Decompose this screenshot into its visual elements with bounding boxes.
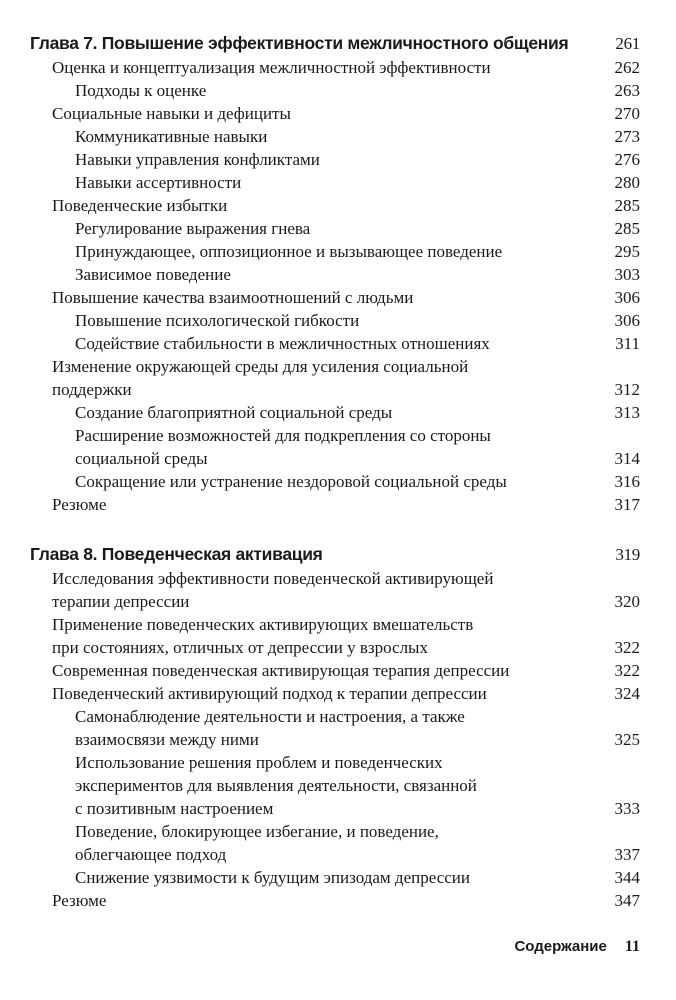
entry-title-line: Регулирование выражения гнева	[75, 219, 311, 238]
entry-title-line: терапии депрессии	[52, 592, 190, 611]
entry-title-line: Исследования эффективности поведенческой активирующей	[52, 569, 494, 588]
toc-subsection-entry[interactable]	[75, 217, 640, 240]
toc-section-entry[interactable]	[52, 889, 640, 912]
entry-title-line: Подходы к оценке	[75, 81, 207, 100]
entry-title-line: облегчающее подход	[75, 845, 227, 864]
toc-subsection-entry[interactable]	[75, 125, 640, 148]
toc-section-entry[interactable]	[52, 682, 640, 705]
entry-title-line: экспериментов для выявления деятельности, связанной	[75, 776, 477, 795]
entry-title-line: Изменение окружающей среды для усиления социальной	[52, 357, 469, 376]
entry-title-line: Повышение психологической гибкости	[75, 311, 360, 330]
entry-page-number: 333	[614, 799, 640, 818]
toc-subsection-entry[interactable]	[75, 79, 640, 102]
toc-subsection-entry[interactable]	[75, 309, 640, 332]
entry-page-number: 317	[614, 495, 640, 514]
toc-section-entry[interactable]	[52, 493, 640, 516]
entry-page-number: 262	[614, 58, 640, 77]
toc-subsection-entry[interactable]	[75, 751, 640, 820]
toc-section-entry[interactable]	[52, 355, 640, 401]
entry-title-line: Повышение качества взаимоотношений с людьми	[52, 288, 414, 307]
entry-title-line: Расширение возможностей для подкрепления со стороны	[75, 426, 491, 445]
toc-subsection-entry[interactable]	[75, 424, 640, 470]
chapter-title: Глава 7. Повышение эффективности межличностного общения	[30, 33, 569, 53]
toc-section-entry[interactable]	[52, 286, 640, 309]
entry-title-line: Современная поведенческая активирующая терапия депрессии	[52, 661, 510, 680]
toc-subsection-entry[interactable]	[75, 263, 640, 286]
entry-page-number: 311	[615, 334, 640, 353]
chapter-8-section	[30, 541, 640, 912]
entry-page-number: 312	[614, 380, 640, 399]
entry-page-number: 325	[614, 730, 640, 749]
entry-title-line: Самонаблюдение деятельности и настроения, а также	[75, 707, 465, 726]
entry-title-line: Навыки ассертивности	[75, 173, 242, 192]
toc-section-entry[interactable]	[52, 659, 640, 682]
entry-page-number: 344	[614, 868, 640, 887]
entry-page-number: 295	[614, 242, 640, 261]
chapter-7-section	[30, 30, 640, 516]
toc-subsection-entry[interactable]	[75, 401, 640, 424]
entry-title-line: Поведение, блокирующее избегание, и поведение,	[75, 822, 439, 841]
toc-subsection-entry[interactable]	[75, 470, 640, 493]
entry-title-line: Создание благоприятной социальной среды	[75, 403, 393, 422]
entry-page-number: 313	[614, 403, 640, 422]
entry-page-number: 322	[614, 638, 640, 657]
entry-page-number: 285	[614, 219, 640, 238]
entry-title-line: Социальные навыки и дефициты	[52, 104, 291, 123]
entry-title-line: Сокращение или устранение нездоровой социальной среды	[75, 472, 507, 491]
entry-page-number: 337	[614, 845, 640, 864]
entry-page-number: 314	[614, 449, 640, 468]
entry-title-line: с позитивным настроением	[75, 799, 274, 818]
entry-page-number: 263	[614, 81, 640, 100]
entry-title-line: Зависимое поведение	[75, 265, 231, 284]
entry-page-number: 316	[614, 472, 640, 491]
page-footer	[0, 938, 640, 956]
entry-page-number: 285	[614, 196, 640, 215]
entry-title-line: социальной среды	[75, 449, 208, 468]
entry-title-line: Применение поведенческих активирующих вмешательств	[52, 615, 474, 634]
entry-title-line: Принуждающее, оппозиционное и вызывающее поведение	[75, 242, 503, 261]
entry-title-line: Поведенческие избытки	[52, 196, 228, 215]
toc-subsection-entry[interactable]	[75, 332, 640, 355]
toc-section-entry[interactable]	[52, 613, 640, 659]
entry-title-line: Навыки управления конфликтами	[75, 150, 320, 169]
entry-page-number: 320	[614, 592, 640, 611]
entry-title-line: взаимосвязи между ними	[75, 730, 259, 749]
footer-section-title: Содержание	[514, 938, 607, 955]
footer-page-number: 11	[624, 938, 640, 955]
entry-page-number: 324	[614, 684, 640, 703]
toc-section-entry[interactable]	[52, 56, 640, 79]
chapter-heading[interactable]	[30, 541, 640, 567]
chapter-heading[interactable]	[30, 30, 640, 56]
toc-subsection-entry[interactable]	[75, 820, 640, 866]
entry-title-line: Использование решения проблем и поведенческих	[75, 753, 443, 772]
entry-page-number: 306	[614, 288, 640, 307]
toc-subsection-entry[interactable]	[75, 240, 640, 263]
entry-page-number: 303	[614, 265, 640, 284]
chapter-page-number: 319	[615, 545, 640, 564]
entry-page-number: 306	[614, 311, 640, 330]
chapter-page-number: 261	[615, 34, 640, 53]
toc-subsection-entry[interactable]	[75, 705, 640, 751]
entry-page-number: 276	[614, 150, 640, 169]
entry-page-number: 273	[614, 127, 640, 146]
toc-section-entry[interactable]	[52, 102, 640, 125]
toc-subsection-entry[interactable]	[75, 148, 640, 171]
entry-title-line: Содействие стабильности в межличностных отношениях	[75, 334, 490, 353]
toc-subsection-entry[interactable]	[75, 171, 640, 194]
entry-title-line: Снижение уязвимости к будущим эпизодам депрессии	[75, 868, 470, 887]
entry-title-line: Поведенческий активирующий подход к терапии депрессии	[52, 684, 487, 703]
entry-title-line: Оценка и концептуализация межличностной эффективности	[52, 58, 491, 77]
toc-section-entry[interactable]	[52, 567, 640, 613]
entry-page-number: 347	[614, 891, 640, 910]
entry-page-number: 280	[614, 173, 640, 192]
entry-title-line: Коммуникативные навыки	[75, 127, 268, 146]
toc-subsection-entry[interactable]	[75, 866, 640, 889]
entry-title-line: поддержки	[52, 380, 132, 399]
entry-page-number: 322	[614, 661, 640, 680]
toc-section-entry[interactable]	[52, 194, 640, 217]
entry-title-line: при состояниях, отличных от депрессии у взрослых	[52, 638, 428, 657]
entry-title-line: Резюме	[52, 891, 107, 910]
entry-title-line: Резюме	[52, 495, 107, 514]
entry-page-number: 270	[614, 104, 640, 123]
chapter-title: Глава 8. Поведенческая активация	[30, 544, 323, 564]
